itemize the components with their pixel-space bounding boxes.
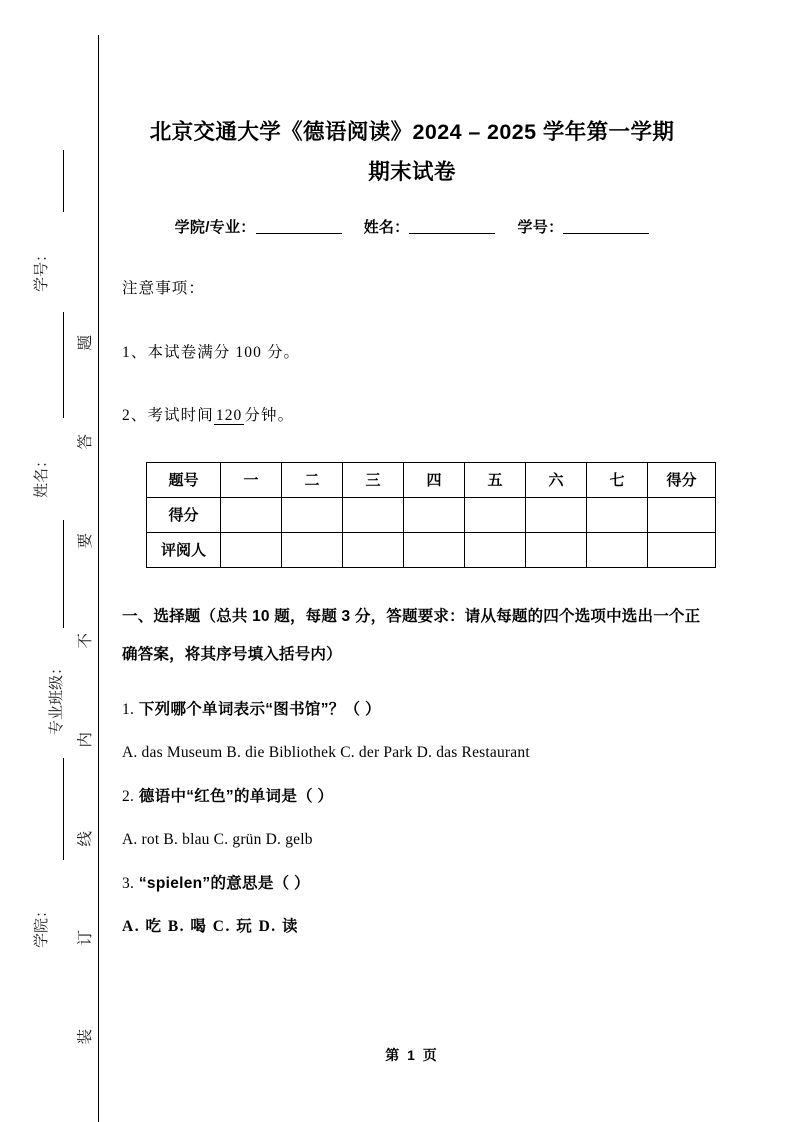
question-number: 2. xyxy=(122,787,135,805)
reviewer-cell-3[interactable] xyxy=(343,532,404,567)
seal-field-label-class: 专业班级： xyxy=(49,659,66,736)
title-line-2: 期末试卷 xyxy=(368,160,456,184)
reviewer-cell-7[interactable] xyxy=(587,532,648,567)
col-header-4: 四 xyxy=(404,462,465,497)
score-cell-4[interactable] xyxy=(404,497,465,532)
notice-item-1: 1、本试卷满分 100 分。 xyxy=(122,343,301,361)
sealing-line-fields xyxy=(20,150,72,950)
question-text: “spielen”的意思是（ ） xyxy=(138,874,310,892)
question-stem xyxy=(122,789,702,805)
sealing-line-vertical-text xyxy=(74,35,98,1045)
reviewer-cell-6[interactable] xyxy=(526,532,587,567)
seal-char-0: 题 xyxy=(77,334,95,351)
seal-char-3: 不 xyxy=(77,632,95,649)
table-row-header xyxy=(147,462,716,497)
score-cell-6[interactable] xyxy=(526,497,587,532)
question-options: A. rot B. blau C. grün D. gelb xyxy=(122,831,313,848)
question-item xyxy=(122,702,702,761)
seal-char-7: 装 xyxy=(77,1029,95,1045)
row-label-score: 得分 xyxy=(147,497,221,532)
seal-char-6: 订 xyxy=(77,930,95,946)
exam-duration-value: 120 xyxy=(215,407,243,424)
seal-field-label-id: 学号： xyxy=(34,246,51,293)
question-options: A. 吃 B. 喝 C. 玩 D. 读 xyxy=(122,918,300,935)
table-row-score xyxy=(147,497,716,532)
page-title xyxy=(122,112,702,192)
student-id-label: 学号： xyxy=(517,219,564,236)
score-summary-table xyxy=(146,462,716,568)
score-cell-2[interactable] xyxy=(282,497,343,532)
question-stem xyxy=(122,876,702,892)
seal-field-rule-3 xyxy=(63,758,64,860)
exam-duration-suffix: 分钟。 xyxy=(244,407,295,424)
score-cell-1[interactable] xyxy=(221,497,282,532)
college-major-field[interactable] xyxy=(256,218,342,234)
col-header-5: 五 xyxy=(465,462,526,497)
seal-char-2: 要 xyxy=(77,533,95,549)
col-header-1: 一 xyxy=(221,462,282,497)
page-footer: 第 1 页 xyxy=(385,1047,439,1063)
seal-field-rule-2 xyxy=(63,520,64,628)
seal-field-label-college: 学院： xyxy=(34,902,51,949)
reviewer-cell-2[interactable] xyxy=(282,532,343,567)
reviewer-cell-5[interactable] xyxy=(465,532,526,567)
reviewer-cell-total[interactable] xyxy=(648,532,716,567)
seal-char-5: 线 xyxy=(77,831,95,847)
name-label: 姓名： xyxy=(363,219,410,236)
reviewer-cell-1[interactable] xyxy=(221,532,282,567)
question-text: 下列哪个单词表示“图书馆”？（ ） xyxy=(138,700,381,718)
exam-paper-body xyxy=(122,0,702,1122)
name-field[interactable] xyxy=(409,218,495,234)
seal-field-rule-0 xyxy=(63,150,64,212)
col-header-total: 得分 xyxy=(648,462,716,497)
question-stem xyxy=(122,702,702,718)
exam-duration-prefix: 2、考试时间 xyxy=(122,407,214,424)
sealing-line-margin xyxy=(0,0,100,1122)
seal-char-4: 内 xyxy=(77,731,95,748)
col-header-7: 七 xyxy=(587,462,648,497)
question-number: 1. xyxy=(122,700,135,718)
notice-item-2 xyxy=(122,408,702,424)
section-heading-multiple-choice: 一、选择题（总共 10 题，每题 3 分，答题要求：请从每题的四个选项中选出一个正确答案，将其序号填入括号内） xyxy=(122,607,701,663)
question-text: 德语中“红色”的单词是（ ） xyxy=(138,787,334,805)
title-line-1: 北京交通大学《德语阅读》2024 – 2025 学年第一学期 xyxy=(149,120,675,144)
score-cell-7[interactable] xyxy=(587,497,648,532)
col-header-6: 六 xyxy=(526,462,587,497)
table-row-reviewer xyxy=(147,532,716,567)
score-cell-total[interactable] xyxy=(648,497,716,532)
seal-field-label-name: 姓名： xyxy=(34,452,51,499)
col-header-2: 二 xyxy=(282,462,343,497)
college-major-label: 学院/专业： xyxy=(174,219,256,236)
question-item xyxy=(122,789,702,848)
question-item xyxy=(122,876,702,935)
question-number: 3. xyxy=(122,874,135,892)
question-options: A. das Museum B. die Bibliothek C. der Park D. das Restaurant xyxy=(122,744,530,761)
score-cell-3[interactable] xyxy=(343,497,404,532)
col-header-3: 三 xyxy=(343,462,404,497)
student-id-field[interactable] xyxy=(563,218,649,234)
row-label-reviewer: 评阅人 xyxy=(147,532,221,567)
seal-char-1: 答 xyxy=(77,434,95,450)
seal-field-rule-1 xyxy=(63,312,64,418)
student-info-line xyxy=(122,216,702,237)
notice-heading: 注意事项： xyxy=(122,280,206,297)
score-cell-5[interactable] xyxy=(465,497,526,532)
sealing-line-rule xyxy=(98,35,99,1122)
row-label-question-no: 题号 xyxy=(147,462,221,497)
reviewer-cell-4[interactable] xyxy=(404,532,465,567)
